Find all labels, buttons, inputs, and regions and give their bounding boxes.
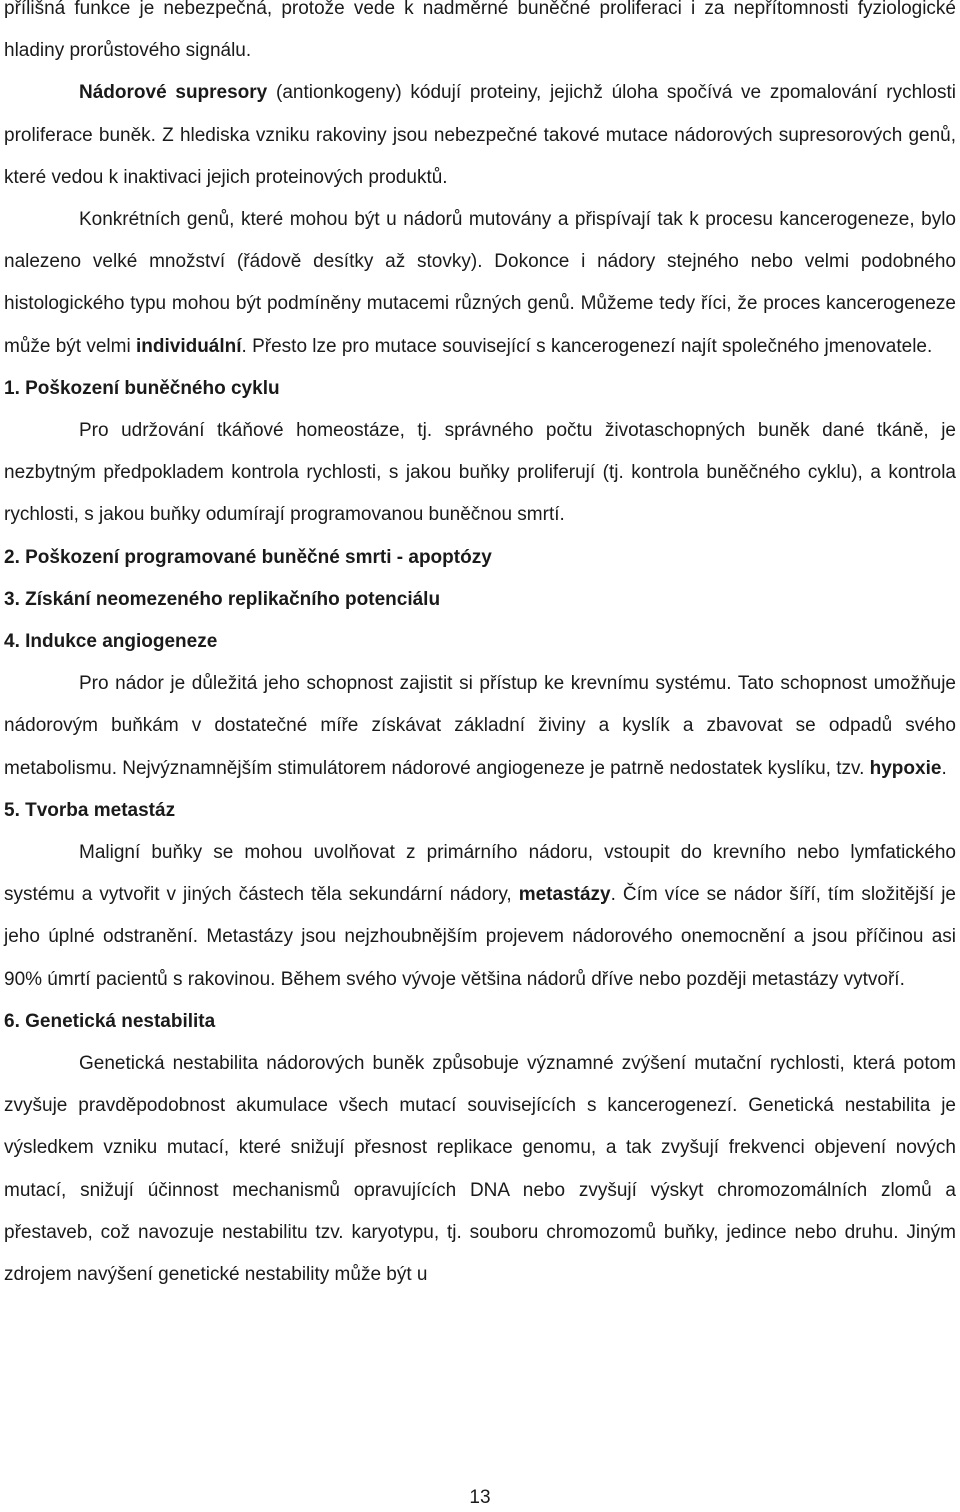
text-run: přílišná funkce je nebezpečná, protože vede k nadměrné buněčné proliferaci i za nepřítomnosti fyziologické hladiny prorůstového signálu. [4,0,956,62]
bold-term: metastázy [518,884,611,906]
section-heading [4,368,956,410]
text-run: 4. Indukce angiogeneze [4,631,218,653]
body-paragraph [4,1043,956,1296]
text-run: Genetická nestabilita nádorových buněk způsobuje významné zvýšení mutační rychlosti, která potom zvyšuje pravděpodobnost akumulace všech mutací souvisejících s kancerogenezí. Genetická nestabilita je výsledkem vzniku mutací, které snižují přesnost replikace genomu, a tak zvyšují frekvenci objevení nových mutací, snižují účinnost mechanismů opravujících DNA nebo zvyšují výskyt chromozomálních zlomů a přestaveb, což navozuje nestabilitu tzv. karyotypu, tj. souboru chromozomů buňky, jedince nebo druhu. Jiným zdrojem navýšení genetické nestability může být u [4,1053,956,1286]
body-paragraph [4,72,956,199]
text-run: 3. Získání neomezeného replikačního potenciálu [4,588,441,610]
text-run: . Přesto lze pro mutace související s kancerogenezí najít společného jmenovatele. [241,335,933,357]
page-number: 13 [469,1487,491,1508]
text-run: . Čím více se nádor šíří, tím složitější je jeho úplné odstranění. Metastázy jsou nejzhoubnějším projevem nádorového onemocnění a jsou příčinou asi 90% úmrtí pacientů s rakovinou. Během svého vývoje většina nádorů dříve nebo později metastázy vytvoří. [4,884,956,990]
text-run: 5. Tvorba metastáz [4,799,176,821]
document-body [4,0,956,1296]
text-run: . [941,757,947,779]
body-paragraph [4,0,956,72]
section-heading [4,537,956,579]
text-run: Maligní buňky se mohou uvolňovat z primárního nádoru, vstoupit do krevního nebo lymfatického systému a vytvořit v jiných částech těla sekundární nádory, [4,842,956,906]
section-heading [4,579,956,621]
bold-term: individuální [135,335,242,357]
text-run: (antionkogeny) kódují proteiny, jejichž úloha spočívá ve zpomalování rychlosti proliferace buněk. Z hlediska vzniku rakoviny jsou nebezpečné takové mutace nádorových supresorových genů, které vedou k inaktivaci jejich proteinových produktů. [4,82,956,188]
section-heading [4,1001,956,1043]
text-run: 6. Genetická nestabilita [4,1010,216,1032]
text-run: Pro nádor je důležitá jeho schopnost zajistit si přístup ke krevnímu systému. Tato schopnost umožňuje nádorovým buňkám v dostatečné míře získávat základní živiny a kyslík a zbavovat se odpadů svého metabolismu. Nejvýznamnějším stimulátorem nádorové angiogeneze je patrně nedostatek kyslíku, tzv. [4,673,956,779]
text-run: 2. Poškození programované buněčné smrti - apoptózy [4,546,492,568]
text-run: Konkrétních genů, které mohou být u nádorů mutovány a přispívají tak k procesu kancerogeneze, bylo nalezeno velké množství (řádově desítky až stovky). Dokonce i nádory stejného nebo velmi podobného histologického typu mohou být podmíněny mutacemi různých genů. Můžeme tedy říci, že proces kancerogeneze může být velmi [4,209,956,357]
text-run: Pro udržování tkáňové homeostáze, tj. správného počtu životaschopných buněk dané tkáně, je nezbytným předpokladem kontrola rychlosti, s jakou buňky proliferují (tj. kontrola buněčného cyklu), a kontrola rychlosti, s jakou buňky odumírají programovanou buněčnou smrtí. [4,420,956,526]
section-heading [4,790,956,832]
body-paragraph [4,663,956,790]
text-run: 1. Poškození buněčného cyklu [4,377,280,399]
body-paragraph [4,832,956,1001]
bold-term: Nádorové supresory [79,82,268,104]
body-paragraph [4,199,956,368]
body-paragraph [4,410,956,537]
bold-term: hypoxie [869,757,942,779]
section-heading [4,621,956,663]
